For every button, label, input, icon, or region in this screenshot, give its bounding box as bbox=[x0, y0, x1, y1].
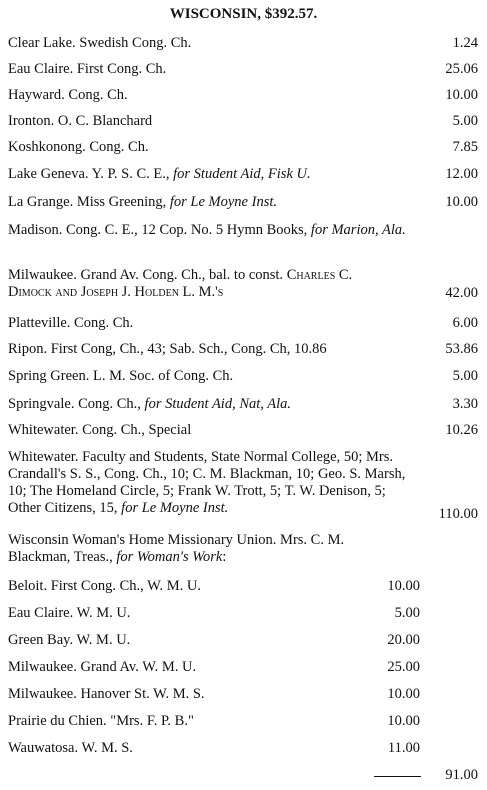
entry-amount: 10.00 bbox=[445, 87, 478, 103]
list-item bbox=[8, 422, 478, 439]
entry-text bbox=[8, 396, 412, 413]
entry-text-plain: Lake Geneva. Y. P. S. C. E., bbox=[8, 166, 174, 182]
entry-amount: 110.00 bbox=[438, 506, 478, 522]
list-item bbox=[8, 139, 478, 156]
entry-text-plain: Milwaukee. Grand Av. Cong. Ch., bal. to const. bbox=[8, 267, 287, 283]
sub-entry-text: Milwaukee. Hanover St. W. M. S. bbox=[8, 686, 205, 702]
list-item bbox=[8, 632, 478, 649]
entry-text: Platteville. Cong. Ch. bbox=[8, 315, 134, 331]
sub-entry-text: Milwaukee. Grand Av. W. M. U. bbox=[8, 659, 197, 675]
entry-designation: for Student Aid, Nat, Ala. bbox=[144, 396, 292, 412]
entry-amount: 3.30 bbox=[452, 396, 478, 412]
list-item bbox=[8, 578, 478, 595]
entry-amount: 25.06 bbox=[445, 61, 478, 77]
entry-designation: for Marion, Ala. bbox=[310, 222, 406, 238]
sub-entry-amount: 10.00 bbox=[387, 713, 420, 729]
list-item bbox=[8, 686, 478, 703]
list-item bbox=[8, 267, 478, 301]
entry-text-tail: : bbox=[222, 549, 227, 565]
entry-amount: 1.24 bbox=[452, 35, 478, 51]
sub-entry-text: Beloit. First Cong. Ch., W. M. U. bbox=[8, 578, 201, 594]
entry-designation: for Student Aid, Fisk U. bbox=[173, 166, 311, 182]
entry-text-plain: Springvale. Cong. Ch., bbox=[8, 396, 145, 412]
entry-amount: 10.00 bbox=[445, 194, 478, 210]
section-title: WISCONSIN, $392.57. bbox=[169, 6, 318, 22]
list-item bbox=[8, 166, 478, 183]
entry-text: Spring Green. L. M. Soc. of Cong. Ch. bbox=[8, 368, 234, 384]
sub-entry-text: Eau Claire. W. M. U. bbox=[8, 605, 131, 621]
entry-text bbox=[8, 267, 398, 301]
sub-entry-amount: 11.00 bbox=[387, 740, 420, 756]
entry-amount: 5.00 bbox=[452, 368, 478, 384]
subtotal-amount: 91.00 bbox=[445, 767, 478, 783]
list-item bbox=[8, 87, 478, 104]
entry-amount: 10.26 bbox=[445, 422, 478, 438]
list-item bbox=[8, 449, 478, 522]
list-item bbox=[8, 659, 478, 676]
list-item bbox=[8, 605, 478, 622]
entry-amount: 42.00 bbox=[445, 285, 478, 301]
list-item bbox=[8, 61, 478, 78]
entry-designation: for Le Moyne Inst. bbox=[169, 194, 277, 210]
sub-entry-text: Prairie du Chien. "Mrs. F. P. B." bbox=[8, 713, 194, 729]
entry-designation: for Woman's Work bbox=[116, 549, 223, 565]
sub-entry-text: Green Bay. W. M. U. bbox=[8, 632, 131, 648]
list-item bbox=[8, 368, 478, 385]
list-item bbox=[8, 532, 478, 566]
list-item bbox=[8, 740, 478, 757]
sub-entry-amount: 20.00 bbox=[387, 632, 420, 648]
entry-text-plain: Whitewater. Faculty and Students, State Normal College, 50; Mrs. Crandall's S. S., Cong. Ch., 10; C. M. Blackman, 10; Geo. S. Marsh, 10; The Homeland Circle, 5; Frank W. Trott, 5; T. W. Denison, 5; Other Citizens, 15, bbox=[8, 449, 406, 516]
entry-text bbox=[8, 166, 412, 183]
list-item bbox=[8, 194, 478, 211]
entry-text-plain: Madison. Cong. C. E., 12 Cop. No. 5 Hymn Books, bbox=[8, 222, 311, 238]
sub-entry-amount: 25.00 bbox=[387, 659, 420, 675]
entry-names: Charles C. Dimock and Joseph J. Holden L. M.'s bbox=[8, 267, 353, 300]
entry-text bbox=[8, 532, 408, 566]
entry-amount: 5.00 bbox=[452, 113, 478, 129]
list-item bbox=[8, 113, 478, 130]
sub-entry-amount: 5.00 bbox=[394, 605, 420, 621]
list-item bbox=[8, 396, 478, 413]
entry-designation: for Le Moyne Inst. bbox=[121, 500, 229, 516]
entry-text: Whitewater. Cong. Ch., Special bbox=[8, 422, 192, 438]
entry-text: Clear Lake. Swedish Cong. Ch. bbox=[8, 35, 192, 51]
entry-text: Ironton. O. C. Blanchard bbox=[8, 113, 153, 129]
entry-text: Hayward. Cong. Ch. bbox=[8, 87, 128, 103]
list-item bbox=[8, 222, 478, 239]
sub-entry-amount: 10.00 bbox=[387, 686, 420, 702]
entry-amount: 6.00 bbox=[452, 315, 478, 331]
sub-entry-text: Wauwatosa. W. M. S. bbox=[8, 740, 133, 756]
entry-text bbox=[8, 222, 418, 239]
entry-amount: 12.00 bbox=[445, 166, 478, 182]
entry-text: Ripon. First Cong, Ch., 43; Sab. Sch., Cong. Ch, 10.86 bbox=[8, 341, 327, 357]
list-item bbox=[8, 35, 478, 52]
subtotal-rule bbox=[374, 776, 421, 777]
entry-text bbox=[8, 449, 408, 517]
entry-text bbox=[8, 194, 412, 211]
entry-text-plain: Wisconsin Woman's Home Missionary Union. Mrs. C. M. Blackman, Treas., bbox=[8, 532, 345, 565]
sub-entry-amount: 10.00 bbox=[387, 578, 420, 594]
list-item bbox=[8, 341, 478, 358]
entry-amount: 7.85 bbox=[452, 139, 478, 155]
entry-text: Eau Claire. First Cong. Ch. bbox=[8, 61, 167, 77]
list-item bbox=[8, 315, 478, 332]
entry-text-plain: La Grange. Miss Greening, bbox=[8, 194, 170, 210]
entry-amount: 53.86 bbox=[445, 341, 478, 357]
list-item bbox=[8, 713, 478, 730]
entry-text: Koshkonong. Cong. Ch. bbox=[8, 139, 149, 155]
